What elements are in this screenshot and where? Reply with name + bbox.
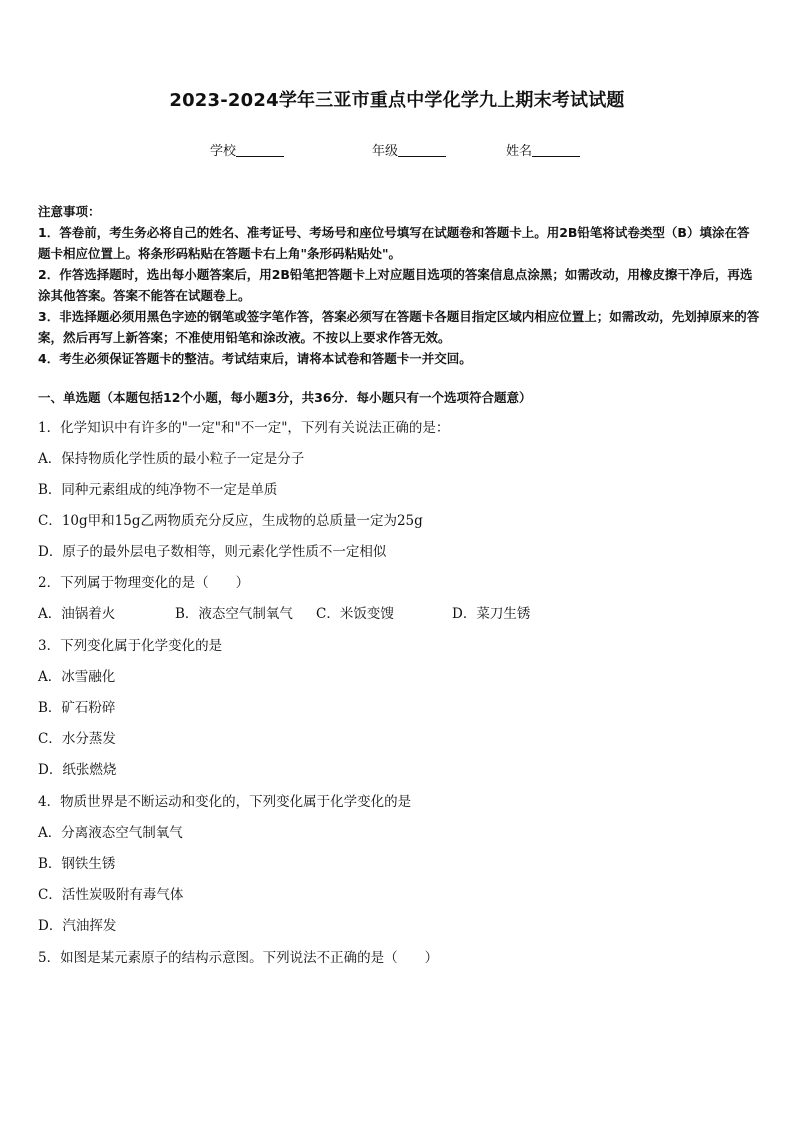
- notice-item: 1．答卷前，考生务必将自己的姓名、准考证号、考场号和座位号填写在试题卷和答题卡上。用2B铅笔将试卷类型（B）填涂在答题卡相应位置上。将条形码粘贴在答题卡右上角"条形码粘贴处"。: [38, 225, 750, 261]
- name-label: 姓名: [506, 144, 533, 159]
- question-option: C．水分蒸发: [38, 731, 116, 747]
- school-label: 学校: [210, 144, 237, 159]
- question-option: D．菜刀生锈: [452, 606, 531, 622]
- question-option: B．钢铁生锈: [38, 856, 116, 872]
- question-option: D．纸张燃烧: [38, 762, 117, 778]
- question-stem: 4．物质世界是不断运动和变化的，下列变化属于化学变化的是: [38, 794, 412, 810]
- grade-label: 年级: [372, 144, 399, 159]
- school-field: [210, 140, 284, 159]
- notice-heading: 注意事项：: [38, 204, 101, 219]
- notice-item: 4．考生必须保证答题卡的整洁。考试结束后，请将本试卷和答题卡一并交回。: [38, 351, 472, 366]
- question-option: A．分离液态空气制氧气: [38, 825, 183, 841]
- question-option: D．汽油挥发: [38, 918, 117, 934]
- name-blank: [532, 143, 580, 157]
- school-blank: [236, 143, 284, 157]
- grade-field: [372, 140, 446, 159]
- question-option: A．油锅着火: [38, 606, 116, 622]
- question-option: C．活性炭吸附有毒气体: [38, 887, 184, 903]
- question-stem: 5．如图是某元素原子的结构示意图。下列说法不正确的是（ ）: [38, 950, 439, 966]
- question-option: C．米饭变馊: [316, 606, 394, 622]
- question-stem: 3．下列变化属于化学变化的是: [38, 638, 223, 654]
- notice-item: 3．非选择题必须用黑色字迹的钢笔或签字笔作答，答案必须写在答题卡各题目指定区域内相应位置上；如需改动，先划掉原来的答案，然后再写上新答案；不准使用铅笔和涂改液。不按以上要求作答无效。: [38, 309, 760, 345]
- section-heading: 一、单选题（本题包括12个小题，每小题3分，共36分．每小题只有一个选项符合题意）: [38, 390, 532, 405]
- question-stem: 1．化学知识中有许多的"一定"和"不一定"，下列有关说法正确的是：: [38, 420, 450, 436]
- question-option: B．同种元素组成的纯净物不一定是单质: [38, 482, 278, 498]
- name-field: [506, 140, 580, 159]
- question-option: A．冰雪融化: [38, 669, 116, 685]
- exam-title: 2023-2024学年三亚市重点中学化学九上期末考试试题: [169, 90, 625, 111]
- grade-blank: [398, 143, 446, 157]
- notice-block: [38, 201, 760, 369]
- notice-item: 2．作答选择题时，选出每小题答案后，用2B铅笔把答题卡上对应题目选项的答案信息点涂黑；如需改动，用橡皮擦干净后，再选涂其他答案。答案不能答在试题卷上。: [38, 267, 753, 303]
- question-option: D．原子的最外层电子数相等，则元素化学性质不一定相似: [38, 544, 387, 560]
- question-option: B．液态空气制氧气: [175, 606, 293, 622]
- question-option: A．保持物质化学性质的最小粒子一定是分子: [38, 451, 305, 467]
- question-option: B．矿石粉碎: [38, 700, 116, 716]
- question-stem: 2．下列属于物理变化的是（ ）: [38, 575, 250, 591]
- question-option: C．10g甲和15g乙两物质充分反应，生成物的总质量一定为25g: [38, 513, 423, 529]
